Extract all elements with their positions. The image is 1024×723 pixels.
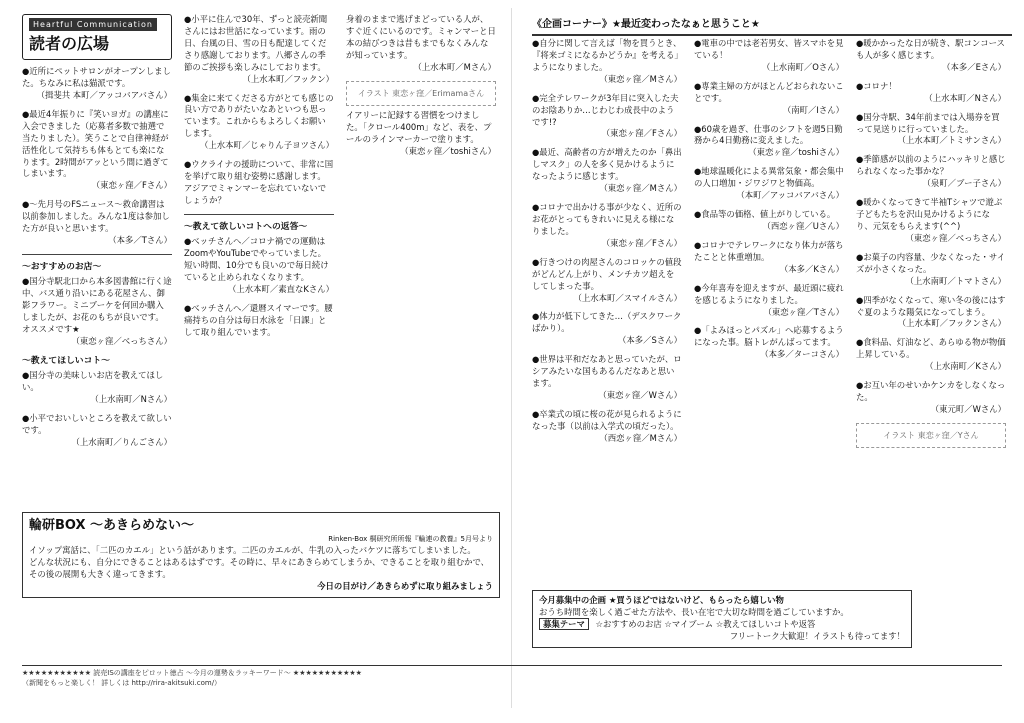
- list-item: ●小平に住んで30年、ずっと読売新聞さんにはお世話になっています。雨の日、台風の日、雪の日も配達してくださり感謝しております。八郷さんの季節のご挨拶も楽しみにしております。 （上水本町／フックン）: [184, 14, 334, 84]
- list-item: ●暖かくなってきて半袖Tシャツで遊ぶ子どもたちを沢山見かけるようになり、元気をもらえます(^^) （東恋ヶ窪／べっちさん）: [856, 197, 1006, 243]
- reply-title: ～教えて欲しいコトへの返答～: [184, 221, 308, 232]
- list-item: ●小平でおいしいところを教えて欲しいです。 （上水南町／りんごさん）: [22, 413, 172, 448]
- list-item: ●国分寺の美味しいお店を教えてほしい。 （上水南町／Nさん）: [22, 370, 172, 405]
- list-item: ●世界は平和だなあと思っていたが、ロシアみたいな国もあるんだなあと思います。 （東恋ヶ窪／Wさん）: [532, 354, 682, 400]
- rinken-footer: 今日の目がけ／あきらめずに取り組みましょう: [317, 581, 493, 592]
- list-item: ●食品等の価格、値上がりしている。 （西恋ヶ窪／Uさん）: [694, 209, 844, 231]
- ask-title: ～教えてほしいコト～: [22, 356, 110, 366]
- footer: [22, 665, 1002, 689]
- list-item: ●国分寺駅北口から本多図書館に行く途中、バス通り沿いにある花屋さん、御影フラワー。ミニブーケを何回か購入しましたが、お花のもちが良いです。オススメです★ （東恋ヶ窪／べっちさん）: [22, 276, 172, 347]
- list-item: ●べッチさんへ／コロナ禍での運動はZoomやYouTubeでやっていました。短い時間、10分でも良いので毎日続けていると止められなくなります。 （上水本町／素直なKさん）: [184, 236, 334, 294]
- footer-line-2: （新聞をもっと楽しく！ 詳しくは http://rira-akitsuki.com/）: [22, 678, 222, 687]
- left-column-3: [346, 14, 496, 165]
- header-english: Heartful Communication: [29, 18, 157, 31]
- list-item: ●お互い年のせいかケンカをしなくなった。 （東元町／Wさん）: [856, 380, 1006, 414]
- list-item: ●コロナでテレワークになり体力が落ちたことと体重増加。 （本多／Kさん）: [694, 239, 844, 274]
- list-item: ●最近、高齢者の方が増えたのか「鼻出しマスク」の人を多く見かけるようになったように感じます。 （東恋ヶ窪／Mさん）: [532, 147, 682, 194]
- list-item: ●べッチさんへ／還暦スイマーです。腰痛持ちの自分は毎日水泳を「日課」として取り組んでいます。: [184, 302, 333, 337]
- divider: [22, 254, 172, 255]
- readers-corner-header: [22, 14, 172, 60]
- list-item: ●行きつけの肉屋さんのコロッケの値段がどんどん上がり、メンチカツ超えをしてしまった事。 （上水本町／スマイルさん）: [532, 256, 682, 303]
- corner-title: 《企画コーナー》★最近変わったなぁと思うこと★: [532, 18, 1012, 36]
- theme-label: 募集テーマ: [539, 618, 589, 630]
- list-item: ●地球温暖化による異常気象・都会集中の人口増加・ジワジワと物価高。 （本町／アッコバアバさん）: [694, 166, 844, 201]
- list-item: ●四季がなくなって、寒い冬の後にはすぐ夏のような陽気になってしまう。 （上水本町／フックンさん）: [856, 294, 1006, 329]
- recruit-theme-row: [539, 619, 905, 631]
- lemonade-illustration: イラスト 東恋ヶ窪／Erimamaさん: [346, 81, 496, 106]
- recruit-box: [532, 590, 912, 648]
- list-item: イアリーに記録する習慣をつけました。「クロール400m」など、表を、プールのラインマーカーで塗ります。 （東恋ヶ窪／toshiさん）: [346, 109, 496, 156]
- list-item: ●季節感が以前のようにハッキリと感じられなくなった事かな？ （泉町／ブー子さん）: [856, 154, 1006, 189]
- list-item: ●完全テレワークが3年目に突入した夫のお陰ありか…じわじわ成長中のようです!? （東恋ヶ窪／Fさん）: [532, 92, 682, 139]
- list-item: ●専業主婦の方がほとんどおられないことです。 （南町／Iさん）: [694, 80, 844, 115]
- list-item: ●今年喜寿を迎えますが、最近頭に疲れを感じるようになりました。 （東恋ヶ窪／Tさん）: [694, 282, 844, 317]
- left-column-1: [22, 14, 172, 456]
- rinken-box: [22, 512, 500, 598]
- list-item: 身着のままで逃げまどっている人が、すぐ近くにいるのです。ミャンマーと日本の結びつきは昔もまでもなくみんなが知っています。 （上水本町／Mさん）: [346, 14, 496, 72]
- rinken-text-right: どんな状況にも、自分にできることはあるはずです。その時に、早々にあきらめてしまうか、できることを取り組むかで、その後の展開も大きく違ってきます。: [29, 557, 490, 580]
- page-fold: [511, 8, 512, 708]
- list-item: ●自分に関して言えば「物を買うとき、『将来ゴミになるかどうか』を考える」ようになりました。 （東恋ヶ窪／Mさん）: [532, 38, 682, 84]
- right-column-3: [856, 38, 1006, 452]
- list-item: ●～先月号のFSニュース～救命講習は以前参加しました。みんな1度は参加した方が良いと思います。 （本多／Tさん）: [22, 199, 172, 246]
- list-item: ●卒業式の頃に桜の花が見られるようになった事（以前は入学式の頃だった）。 （西恋ヶ窪／Mさん）: [532, 408, 682, 443]
- list-item: ●コロナ！ （上水本町／Nさん）: [856, 80, 1006, 103]
- list-item: ●暖かかったな日が続き、駅コンコースも人が多く感じます。 （本多／Eさん）: [856, 38, 1006, 72]
- recruit-headline: 今月募集中の企画 ★買うほどではないけど、もらったら嬉しい物: [539, 595, 784, 605]
- header-japanese: 読者の広場: [29, 34, 110, 54]
- recommend-title: ～おすすめのお店～: [22, 261, 102, 272]
- carp-streamer-illustration: イラスト 東恋ヶ窪／Yさん: [856, 423, 1006, 448]
- list-item: ●お菓子の内容量、少なくなった・サイズが小さくなった。 （上水南町／トマトさん）: [856, 251, 1006, 286]
- list-item: ●ウクライナの援助について、非常に国を挙げて取り組む姿勢に感謝します。アジアでミャンマーを忘れていないでしょうか？: [184, 159, 334, 205]
- list-item: ●最近4年振りに『笑いヨガ』の講座に入会できました（応募者多数で抽選で当たりました）。笑うことで自律神経が活性化して気持ちも体もとても楽になります。2時間がアッという間に過ぎてしまいます。 （東恋ヶ窪／Fさん）: [22, 108, 172, 191]
- list-item: ●集金に来てくださる方がとても感じの良い方でありがたいなあといつも思っています。これからもよろしくお願いします。 （上水本町／じゃりん子ヨツさん）: [184, 92, 334, 151]
- left-column-2: [184, 14, 334, 346]
- rinken-text-left: イソップ寓話に、「二匹のカエル」という話があります。二匹のカエルが、牛乳の入ったバケツに落ちてしまいました。: [29, 545, 476, 556]
- right-column-2: [694, 38, 844, 368]
- right-column-1: [532, 38, 682, 452]
- list-item: ●電車の中では老若男女、皆スマホを見ている！ （上水南町／Oさん）: [694, 38, 844, 72]
- divider: [184, 214, 334, 215]
- rinken-source: Rinken-Box 桐研究所所報『輪連の教養』5月号より: [328, 535, 493, 544]
- rinken-title: 輪研BOX ～あきらめない～: [29, 518, 195, 533]
- footer-line-1: ★★★★★★★★★★★ 読売ISの講座をピロット徳占 ～今月の運勢＆ラッキーワード～ ★★★★★★★★★★★: [22, 669, 362, 677]
- theme-text: ☆おすすめのお店 ☆マイブーム ☆教えてほしいコトや返答: [595, 618, 816, 629]
- list-item: ●近所にペットサロンがオープンしました。ちなみに私は猫派です。 （揖斐共 本町／アッコバアバさん）: [22, 66, 172, 100]
- list-item: ●体力が低下してきた…（デスクワークばかり）。 （本多／Sさん）: [532, 311, 682, 346]
- list-item: ●「よみほっとパズル」へ応募するようになった事。脳トレがんばってます。 （本多／ターコさん）: [694, 325, 844, 360]
- list-item: ●60歳を過ぎ、仕事のシフトを週5日勤務から4日勤務に変えました。 （東恋ヶ窪／toshiさん）: [694, 123, 844, 158]
- recruit-desc: おうち時間を楽しく過ごせた方法や、長い在宅で大切な時間を過ごしていますか。: [539, 606, 849, 617]
- list-item: ●コロナで出かける事が少なく、近所のお花がとってもきれいに見える様になりました。 （東恋ヶ窪／Fさん）: [532, 202, 682, 248]
- recruit-footnote: フリートーク大歓迎！イラストも待ってます！: [729, 630, 905, 641]
- list-item: ●食料品、灯油など、あらゆる物が物価上昇している。 （上水南町／Kさん）: [856, 337, 1006, 372]
- list-item: ●国分寺駅、34年前までは入場券を買って見送りに行っていました。 （上水本町／トミサンさん）: [856, 111, 1006, 146]
